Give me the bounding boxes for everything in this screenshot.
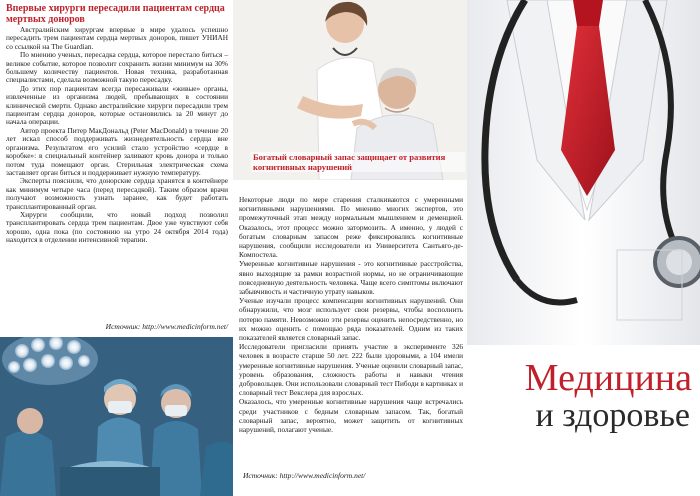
middle-panel bbox=[233, 0, 467, 496]
article2-paragraph: Ученые изучали процесс компенсации когнитивных нарушений. Они обнаружили, что мозг использует свои резервы, чтобы восполнить потерю памяти. Невозможно эти резервы оценить непосредственно, но их можно оценить с помощью ряда показателей. Одним из таких показателей является словарный запас. bbox=[239, 296, 463, 343]
article1-paragraph: Эксперты пояснили, что донорские сердца хранятся в контейнере как минимум четыре часа (перед пересадкой). Таким образом врачи получают возможность узнать заранее, как будет работать трансплантированный орган. bbox=[6, 176, 228, 211]
article2-paragraph: Некоторые люди по мере старения сталкиваются с умеренными когнитивными нарушениями. По мнению многих экспертов, это промежуточный этап между нормальным мышлением и деменцией. Оказалось, этот процесс можно затормозить. А именно, у людей с богатым словарным запасом реже фиксировались когнитивные нарушения, сообщили исследователи из Университета Сантьяго-де-Компостела. bbox=[239, 195, 463, 260]
article2-paragraph: Оказалось, что умеренные когнитивные нарушения чаще встречались среди участников с бедным словарным запасом. Так, богатый словарный запас, вероятно, может защитить от когнитивных нарушений, полагают ученые. bbox=[239, 397, 463, 435]
cover-panel bbox=[467, 0, 700, 496]
doctor-coat-photo bbox=[467, 0, 700, 345]
article1-paragraph: До этих пор пациентам всегда пересаживали «живые» органы, извлеченные из организма людей, пребывающих в состоянии клинической смерти. Однако австралийские хирурги пересадили трем пациентам сердца доноров, которые остановились за 20 минут до начала операции. bbox=[6, 83, 228, 127]
article2-source: Источник: http://www.medicinform.net/ bbox=[243, 471, 366, 480]
brochure-title-line2: и здоровье bbox=[535, 397, 690, 434]
article2-body bbox=[239, 195, 463, 434]
article1-source: Источник: http://www.medicinform.net/ bbox=[105, 322, 228, 331]
article1-paragraph: Автор проекта Питер МакДональд (Peter MacDonald) в течение 20 лет искал способ поддерживать жизнедеятельность сердца вне организма. Результатом его усилий стало устройство «сердце в коробке»: в специальный контейнер заливают кровь донора и только потом туда помещают орган. Стерильная электрическая схема заставляет орган биться и поддерживает нужную температуру. bbox=[6, 125, 228, 177]
brochure-title bbox=[467, 358, 700, 434]
article1-title: Впервые хирурги пересадили пациентам сердца мертвых доноров bbox=[6, 3, 225, 25]
article2-paragraph: Умеренные когнитивные нарушения - это когнитивные расстройства, явно выходящие за рамки возрастной нормы, но не ограничивающие повседневную деятельность человека. Чаще всего симптомы включают забывчивость и частичную утрату навыков. bbox=[239, 259, 463, 297]
left-panel bbox=[0, 0, 233, 496]
article1-paragraph: Хирурги сообщили, что новый подход позволил трансплантировать сердца трем пациентам. Двое уже чувствуют себя хорошо, одна пока (по состоянию на утро 24 октября 2014 года) находится в отделении интенсивной терапии. bbox=[6, 209, 228, 245]
surgery-photo bbox=[0, 337, 233, 496]
brochure-title-line1: Медицина bbox=[524, 357, 692, 399]
article2-paragraph: Исследователи пригласили принять участие в эксперименте 326 человек в возрасте старше 50 лет. 222 были здоровыми, а 104 имели умеренные когнитивные нарушения. Ученые оценили словарный запас, уровень образования, сложность работы и навыки чтения добровольцев. Они использовали словарный тест Пибоди в картинках и словарный тест Векслера для взрослых. bbox=[239, 342, 463, 398]
article1-paragraph: По мнению ученых, пересадка сердца, которое перестало биться – великое событие, которое позволит сохранить жизни минимум на 30% большему количеству пациентов. Новая техника, разработанная специалистами, сделала возможной такую пересадку. bbox=[6, 50, 228, 85]
article1-body bbox=[6, 26, 228, 245]
article2-title: Богатый словарный запас защищает от развития когнитивных нарушений bbox=[251, 152, 465, 172]
article1-paragraph: Австралийским хирургам впервые в мире удалось успешно пересадить трем пациентам сердца мертвых доноров, пишет УНИАН со ссылкой на The Guardian. bbox=[6, 25, 228, 51]
